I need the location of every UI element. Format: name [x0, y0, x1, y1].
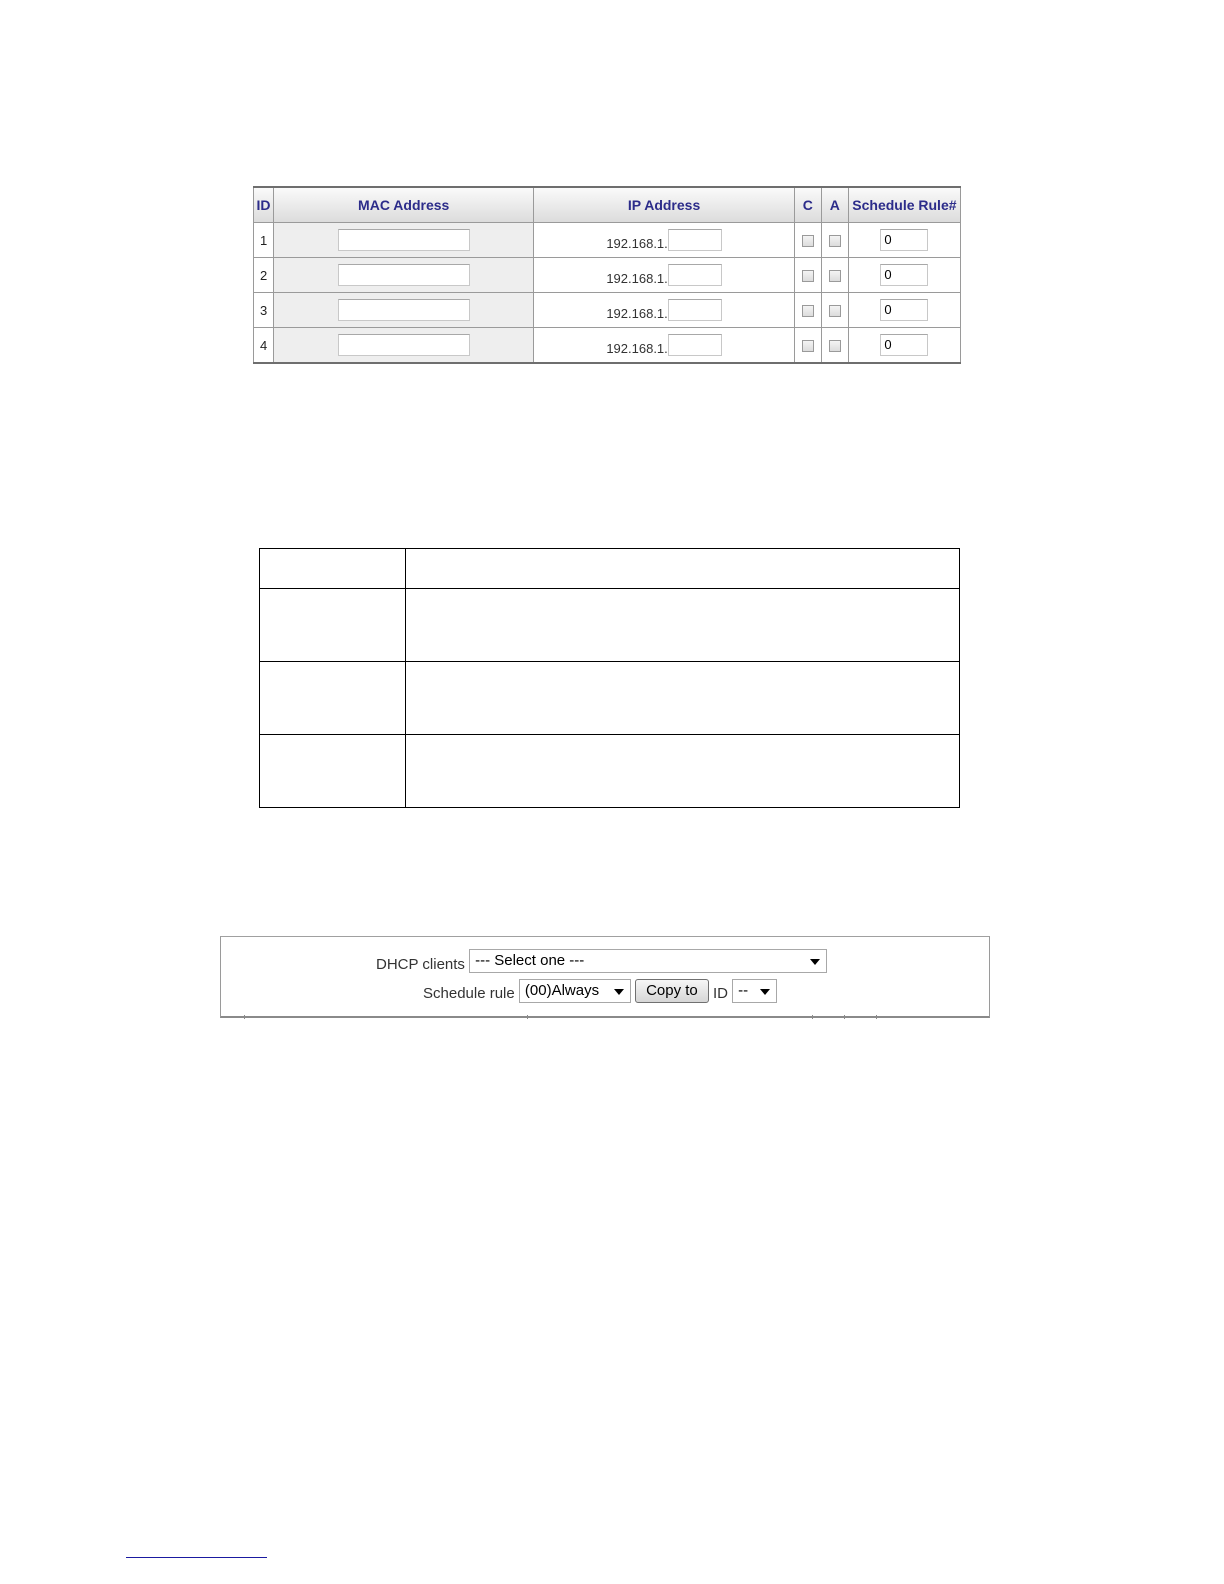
description-table-row	[260, 589, 960, 662]
dhcp-clients-label: DHCP clients	[376, 955, 465, 973]
mac-filter-table	[253, 186, 961, 364]
description-table-row	[260, 735, 960, 808]
ip-prefix: 192.168.1.	[606, 270, 668, 286]
dhcp-clients-select[interactable]	[469, 949, 827, 973]
a-checkbox[interactable]	[829, 270, 841, 282]
a-checkbox[interactable]	[829, 235, 841, 247]
table-row	[254, 258, 961, 293]
description-cell	[260, 549, 406, 589]
description-cell	[260, 735, 406, 808]
c-cell	[794, 293, 821, 328]
mac-cell	[274, 258, 534, 293]
description-cell	[406, 735, 960, 808]
header-c: C	[794, 187, 821, 223]
rule-cell	[848, 328, 960, 364]
ip-prefix: 192.168.1.	[606, 235, 668, 251]
row-id: 3	[254, 293, 274, 328]
mac-address-input[interactable]	[338, 264, 470, 286]
row-id: 4	[254, 328, 274, 364]
description-cell	[406, 662, 960, 735]
c-cell	[794, 223, 821, 258]
rule-cell	[848, 293, 960, 328]
header-a: A	[821, 187, 848, 223]
footnote-separator	[126, 1557, 267, 1558]
description-cell	[260, 662, 406, 735]
mac-cell	[274, 328, 534, 364]
row-id: 2	[254, 258, 274, 293]
description-cell	[260, 589, 406, 662]
copy-to-button[interactable]: Copy to	[635, 979, 709, 1003]
table-row	[254, 223, 961, 258]
ip-suffix-input[interactable]	[668, 299, 722, 321]
schedule-rule-input[interactable]: 0	[880, 299, 928, 321]
ip-cell	[534, 293, 794, 328]
description-table-header-row	[260, 549, 960, 589]
schedule-rule-select[interactable]	[519, 979, 631, 1003]
mac-address-input[interactable]	[338, 229, 470, 251]
c-checkbox[interactable]	[802, 235, 814, 247]
table-header-row	[254, 187, 961, 223]
schedule-rule-label: Schedule rule	[423, 984, 515, 1002]
a-cell	[821, 223, 848, 258]
a-cell	[821, 293, 848, 328]
id-label: ID	[712, 984, 728, 1002]
description-table-row	[260, 662, 960, 735]
divider	[527, 1015, 528, 1019]
id-selected-value: --	[738, 982, 749, 999]
table-row	[254, 293, 961, 328]
description-cell	[406, 589, 960, 662]
mac-address-input[interactable]	[338, 334, 470, 356]
dhcp-clients-row	[376, 949, 827, 973]
divider	[812, 1015, 813, 1019]
c-cell	[794, 328, 821, 364]
c-checkbox[interactable]	[802, 340, 814, 352]
schedule-rule-input[interactable]: 0	[880, 264, 928, 286]
description-cell	[406, 549, 960, 589]
chevron-down-icon	[614, 989, 624, 995]
row-id: 1	[254, 223, 274, 258]
description-table	[259, 548, 960, 808]
a-checkbox[interactable]	[829, 340, 841, 352]
ip-prefix: 192.168.1.	[606, 305, 668, 321]
a-cell	[821, 258, 848, 293]
dhcp-clients-selected-value: --- Select one ---	[475, 952, 585, 969]
chevron-down-icon	[760, 989, 770, 995]
header-id: ID	[254, 187, 274, 223]
a-checkbox[interactable]	[829, 305, 841, 317]
ip-cell	[534, 258, 794, 293]
ip-cell	[534, 223, 794, 258]
header-schedule-rule: Schedule Rule#	[848, 187, 960, 223]
divider	[876, 1015, 877, 1019]
divider	[844, 1015, 845, 1019]
rule-cell	[848, 223, 960, 258]
ip-suffix-input[interactable]	[668, 264, 722, 286]
id-select[interactable]	[732, 979, 777, 1003]
rule-cell	[848, 258, 960, 293]
schedule-rule-input[interactable]: 0	[880, 229, 928, 251]
header-mac-address: MAC Address	[274, 187, 534, 223]
dhcp-clients-panel	[220, 936, 990, 1018]
c-cell	[794, 258, 821, 293]
mac-filter-table-container	[253, 186, 961, 364]
c-checkbox[interactable]	[802, 270, 814, 282]
chevron-down-icon	[810, 959, 820, 965]
ip-suffix-input[interactable]	[668, 229, 722, 251]
divider	[244, 1015, 245, 1019]
ip-suffix-input[interactable]	[668, 334, 722, 356]
schedule-rule-input[interactable]: 0	[880, 334, 928, 356]
a-cell	[821, 328, 848, 364]
schedule-rule-row	[423, 979, 777, 1003]
schedule-rule-selected-value: (00)Always	[524, 982, 600, 999]
mac-address-input[interactable]	[338, 299, 470, 321]
mac-cell	[274, 223, 534, 258]
ip-prefix: 192.168.1.	[606, 340, 668, 356]
ip-cell	[534, 328, 794, 364]
mac-cell	[274, 293, 534, 328]
header-ip-address: IP Address	[534, 187, 794, 223]
table-row	[254, 328, 961, 364]
c-checkbox[interactable]	[802, 305, 814, 317]
